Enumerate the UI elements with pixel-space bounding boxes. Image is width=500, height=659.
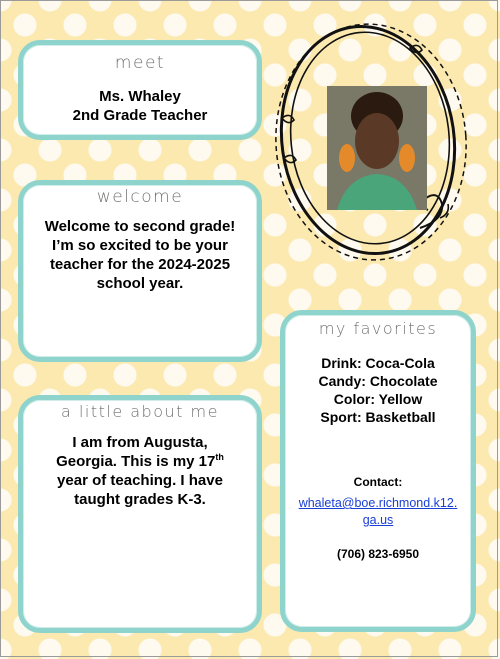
meet-title: meet xyxy=(114,53,166,73)
favorite-color: Color: Yellow xyxy=(333,391,423,407)
favorite-drink: Drink: Coca-Cola xyxy=(321,355,435,371)
favorite-candy: Candy: Chocolate xyxy=(318,373,438,389)
meet-card xyxy=(18,40,262,140)
about-text-part-2: year of teaching. I have taught grades K-3. xyxy=(57,472,223,508)
welcome-card xyxy=(18,180,262,362)
teacher-photo xyxy=(327,86,427,210)
about-ordinal-suffix: th xyxy=(215,452,224,462)
about-text-part-1: I am from Augusta, Georgia. This is my 17 xyxy=(56,434,216,470)
favorites-list xyxy=(285,354,471,426)
portrait-icon xyxy=(327,86,427,210)
about-card xyxy=(18,395,262,633)
teacher-name: Ms. Whaley xyxy=(99,88,181,105)
welcome-title: welcome xyxy=(96,187,184,207)
favorite-sport: Sport: Basketball xyxy=(320,409,436,425)
favorites-title: my favorites xyxy=(318,319,438,338)
about-text xyxy=(45,433,235,509)
welcome-message: Welcome to second grade! I’m so excited to be your teacher for the 2024-2025 school year. xyxy=(44,218,236,292)
favorites-card xyxy=(280,310,476,632)
contact-phone: (706) 823-6950 xyxy=(336,547,420,561)
contact-email-link[interactable]: whaleta@boe.richmond.k12.ga.us xyxy=(298,496,458,527)
about-title: a little about me xyxy=(61,402,219,421)
contact-label: Contact: xyxy=(353,475,403,489)
contact-section xyxy=(285,475,471,561)
teacher-role: 2nd Grade Teacher xyxy=(72,107,208,124)
meet-body xyxy=(23,87,257,125)
